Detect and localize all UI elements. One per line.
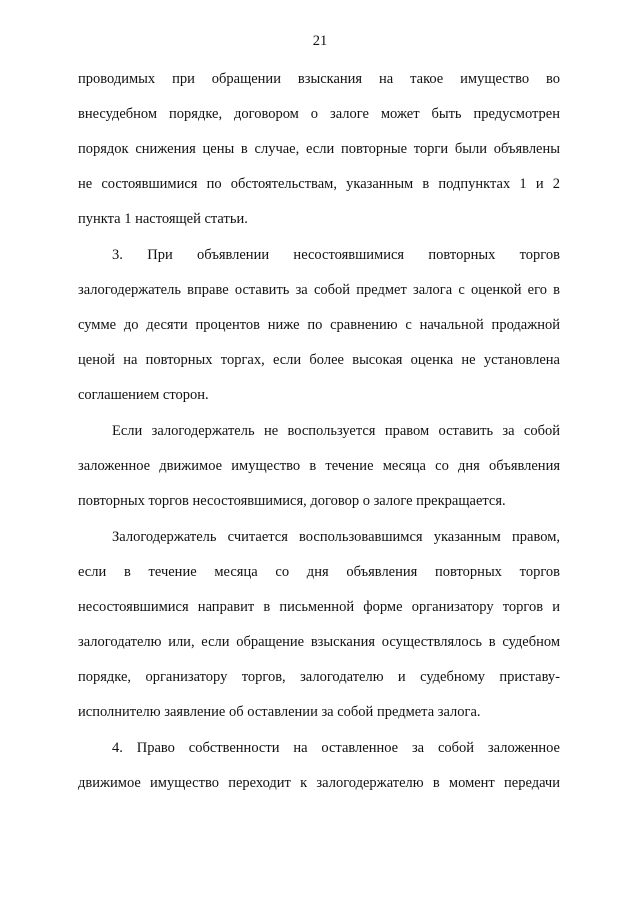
text-line: исполнителю заявление об оставлении за собой предмета залога. bbox=[78, 704, 481, 720]
text-line: заложенное движимое имущество в течение месяца со дня объявления bbox=[78, 458, 560, 474]
text-line: сумме до десяти процентов ниже по сравнению с начальной продажной bbox=[78, 317, 560, 333]
text-line: 4. Право собственности на оставленное за собой заложенное bbox=[112, 740, 560, 756]
text-line: проводимых при обращении взыскания на такое имущество во bbox=[78, 71, 560, 87]
text-line: залогодержатель вправе оставить за собой предмет залога с оценкой его в bbox=[78, 282, 560, 298]
text-line: несостоявшимися направит в письменной форме организатору торгов и bbox=[78, 599, 560, 615]
text-line: не состоявшимися по обстоятельствам, указанным в подпунктах 1 и 2 bbox=[78, 176, 560, 192]
text-line: пункта 1 настоящей статьи. bbox=[78, 211, 248, 227]
text-line: ценой на повторных торгах, если более высокая оценка не установлена bbox=[78, 352, 560, 368]
text-line: порядке, организатору торгов, залогодателю и судебному приставу- bbox=[78, 669, 560, 685]
text-line: порядок снижения цены в случае, если повторные торги были объявлены bbox=[78, 141, 560, 157]
text-line: если в течение месяца со дня объявления повторных торгов bbox=[78, 564, 560, 580]
page-number: 21 bbox=[312, 33, 328, 49]
text-line: повторных торгов несостоявшимися, договор о залоге прекращается. bbox=[78, 493, 506, 509]
text-line: соглашением сторон. bbox=[78, 387, 209, 403]
text-line: Залогодержатель считается воспользовавшимся указанным правом, bbox=[112, 529, 560, 545]
text-line: внесудебном порядке, договором о залоге может быть предусмотрен bbox=[78, 106, 560, 122]
text-line: движимое имущество переходит к залогодержателю в момент передачи bbox=[78, 775, 560, 791]
text-line: залогодателю или, если обращение взыскания осуществлялось в судебном bbox=[78, 634, 560, 650]
text-line: 3. При объявлении несостоявшимися повторных торгов bbox=[112, 247, 560, 263]
text-line: Если залогодержатель не воспользуется правом оставить за собой bbox=[112, 423, 560, 439]
